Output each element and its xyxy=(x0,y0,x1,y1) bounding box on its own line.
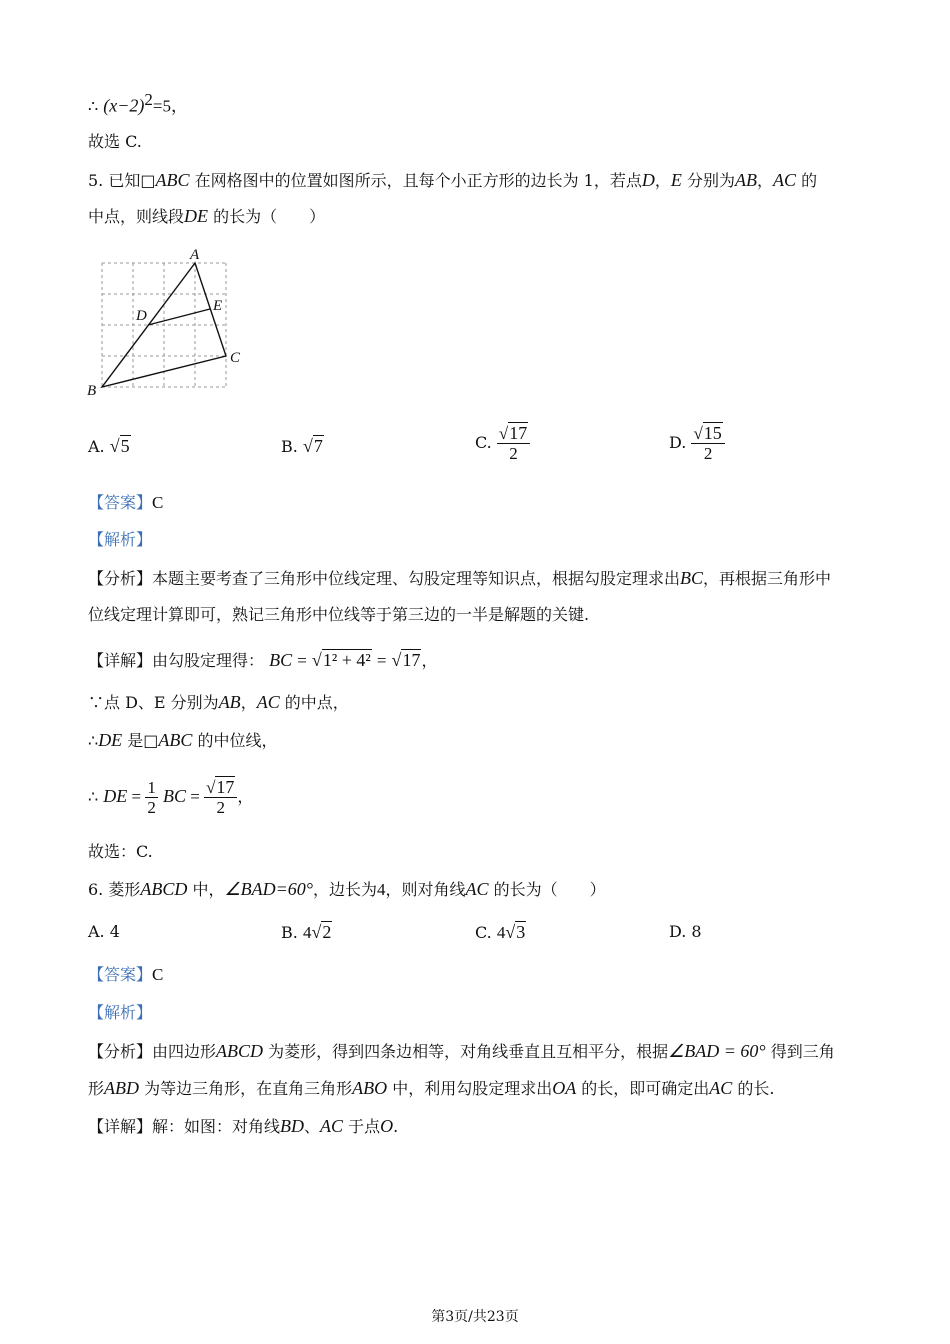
q5-analysis-line-2: 位线定理计算即可，熟记三角形中位线等于第三边的一半是解题的关键. xyxy=(88,605,590,624)
q5-text: 的长为（ ） xyxy=(208,207,326,226)
q6-text: ，边长为 xyxy=(312,880,377,899)
detail-text: 由勾股定理得： xyxy=(152,651,265,670)
answer-tag: 【答案】 xyxy=(88,965,153,984)
sqrt-expression: √17 xyxy=(391,650,421,670)
fraction: $\frac{√15}{2}$ xyxy=(691,424,724,463)
segment-ac: AC xyxy=(256,692,280,712)
analysis-text: 本题主要考查了三角形中位线定理、勾股定理等知识点，根据勾股定理求出 xyxy=(152,569,681,588)
detail-tag: 【详解】 xyxy=(88,1117,153,1136)
q5-text: 分别为 xyxy=(681,171,735,190)
analysis-tag: 【分析】 xyxy=(88,1042,153,1061)
point-o: O xyxy=(380,1116,394,1136)
detail-text: 于点 xyxy=(343,1117,381,1136)
detail-tag: 【详解】 xyxy=(88,651,153,670)
therefore-symbol: ∴ xyxy=(88,96,99,116)
segment-ab: AB xyxy=(218,692,241,712)
q5-answer xyxy=(88,493,163,513)
label-a: A xyxy=(190,247,200,263)
q5-text: 中点，则线段 xyxy=(88,207,185,226)
option-letter: A. xyxy=(88,437,105,456)
numerator: 1 xyxy=(147,778,156,797)
analysis-text: 得到三角 xyxy=(765,1042,835,1061)
option-letter: C. xyxy=(475,433,492,452)
q6-text: 中， xyxy=(187,880,225,899)
denominator: 2 xyxy=(703,444,713,463)
analysis-text: 为等边三角形，在直角三角形 xyxy=(139,1079,353,1098)
segment-de: DE xyxy=(184,206,209,226)
equals: = xyxy=(297,651,307,670)
diagonal-ac: AC xyxy=(320,1116,344,1136)
radicand: 17 xyxy=(402,650,421,670)
q6-option-c[interactable] xyxy=(475,922,526,943)
denominator: 2 xyxy=(216,798,225,817)
rhombus-abcd: ABCD xyxy=(216,1041,264,1061)
coefficient: 4 xyxy=(302,923,312,942)
detail-text: 解：如图：对角线 xyxy=(152,1117,281,1136)
coefficient: 4 xyxy=(496,923,506,942)
answer-value: C xyxy=(152,965,164,984)
grid-lines xyxy=(102,263,228,387)
segment-ac: AC xyxy=(772,170,796,190)
segment-de-line xyxy=(148,309,210,325)
q6-analysis-line-2 xyxy=(88,1078,775,1099)
radicand: 5 xyxy=(120,436,130,456)
detail-text: 是□ xyxy=(122,731,159,750)
q5-text: 5. 已知□ xyxy=(88,171,156,190)
label-b: B xyxy=(87,383,97,399)
grid-triangle-figure xyxy=(84,244,254,400)
sqrt-expression: √5 xyxy=(109,436,130,456)
equals: = xyxy=(127,787,146,806)
q6-detail-line-1 xyxy=(88,1116,398,1137)
q5-option-d[interactable] xyxy=(669,424,725,463)
q6-text: 6. 菱形 xyxy=(88,880,141,899)
analysis-text: 的长. xyxy=(732,1079,775,1098)
detail-text: ， xyxy=(240,693,257,712)
label-c: C xyxy=(230,350,241,366)
q5-option-c[interactable] xyxy=(475,424,530,463)
detail-text: . xyxy=(393,1117,399,1136)
q5-detail-line-4 xyxy=(88,773,253,819)
q5-analysis-line-1 xyxy=(88,568,831,589)
fraction-root17: $\frac{√17}{2}$ xyxy=(204,778,237,817)
q6-option-d[interactable]: D. 8 xyxy=(669,922,702,941)
q5-text: 在网格图中的位置如图所示，且每个小正方形的边长为 1，若点 xyxy=(189,171,642,190)
q5-detail-line-1 xyxy=(88,650,437,671)
q5-text: 的 xyxy=(795,171,818,190)
fraction: $\frac{√17}{2}$ xyxy=(497,424,530,463)
analysis-tag: 【分析】 xyxy=(88,569,153,588)
diagonal-ac: AC xyxy=(709,1078,733,1098)
sqrt-expression: √7 xyxy=(302,436,323,456)
angle-bad: ∠BAD = 60° xyxy=(668,1041,766,1061)
analysis-text: ，再根据三角形中 xyxy=(703,569,832,588)
label-d: D xyxy=(136,308,147,324)
analysis-text: 的长，即可确定出 xyxy=(576,1079,710,1098)
q5-option-b[interactable] xyxy=(281,436,324,457)
option-letter: D. xyxy=(669,433,687,452)
question-6-line xyxy=(88,879,606,900)
triangle-abd: ABD xyxy=(104,1078,140,1098)
answer-tag: 【答案】 xyxy=(88,493,153,512)
q5-option-a[interactable] xyxy=(88,436,131,457)
answer-value: C xyxy=(152,493,164,512)
fraction-half xyxy=(145,778,158,817)
detail-text: 的中位线， xyxy=(192,731,278,750)
point-e: E xyxy=(670,170,682,190)
sqrt-expression: √2 xyxy=(311,922,332,942)
label-e: E xyxy=(213,298,223,314)
detail-text: ， xyxy=(237,787,254,806)
q6-jiexi-tag: 【解析】 xyxy=(88,1003,153,1022)
option-letter: C. xyxy=(475,923,492,942)
rhombus-abcd: ABCD xyxy=(140,879,188,899)
radicand: 2 xyxy=(322,922,332,942)
q6-analysis-line-1 xyxy=(88,1041,835,1062)
expression-result: =5， xyxy=(152,96,188,116)
q5-text: ， xyxy=(654,171,671,190)
q5-jiexi-tag: 【解析】 xyxy=(88,530,153,549)
sqrt-expression: √3 xyxy=(505,922,526,942)
analysis-text: 由四边形 xyxy=(152,1042,217,1061)
angle-bad: ∠BAD=60° xyxy=(224,879,313,899)
triangle-abo: ABO xyxy=(352,1078,388,1098)
denominator: 2 xyxy=(147,798,156,817)
segment-bc: BC xyxy=(680,568,704,588)
q5-text: ， xyxy=(756,171,773,190)
segment-bc: BC xyxy=(269,650,293,670)
radicand: 1² + 4² xyxy=(322,650,371,670)
radicand: 7 xyxy=(313,436,323,456)
choose-line-5: 故选：C. xyxy=(88,842,153,861)
equals: = xyxy=(376,651,387,670)
q5-detail-line-2 xyxy=(88,692,349,713)
triangle-abc: ABC xyxy=(158,730,193,750)
q6-option-a[interactable]: A. 4 xyxy=(88,922,120,941)
diagonal-bd: BD xyxy=(280,1116,305,1136)
segment-bc: BC xyxy=(162,786,186,806)
detail-text: ∵点 D、E 分别为 xyxy=(88,693,219,712)
segment-oa: OA xyxy=(552,1078,577,1098)
analysis-text: 中，利用勾股定理求出 xyxy=(387,1079,553,1098)
page-footer: 第3页/共23页 xyxy=(431,1309,519,1325)
q5-detail-line-3 xyxy=(88,730,278,751)
detail-text: 、 xyxy=(304,1117,321,1136)
option-letter: B. xyxy=(281,437,298,456)
point-d: D xyxy=(641,170,655,190)
option-letter: B. xyxy=(281,923,298,942)
side-length: 4 xyxy=(376,880,386,899)
denominator: 2 xyxy=(509,444,518,463)
therefore-symbol: ∴ xyxy=(88,787,99,806)
segment-de: DE xyxy=(98,730,123,750)
diagonal-ac: AC xyxy=(465,879,489,899)
question-5-line-2 xyxy=(88,206,325,227)
therefore-symbol: ∴ xyxy=(88,731,99,750)
detail-text: ， xyxy=(421,651,438,670)
analysis-text: 为菱形，得到四条边相等，对角线垂直且互相平分，根据 xyxy=(263,1042,669,1061)
sqrt-expression: √1² + 4² xyxy=(311,650,371,670)
q6-text: ，则对角线 xyxy=(385,880,466,899)
radicand: 15 xyxy=(703,423,722,443)
detail-text: 的中点， xyxy=(279,693,349,712)
triangle-abc: ABC xyxy=(155,170,190,190)
expression: (x−2) xyxy=(103,95,145,116)
choose-line-1: 故选 C. xyxy=(88,132,142,151)
segment-ab: AB xyxy=(734,170,757,190)
q6-answer xyxy=(88,965,163,985)
radicand: 17 xyxy=(509,423,528,443)
question-5-line-1 xyxy=(88,170,817,191)
segment-de: DE xyxy=(103,786,128,806)
exponent: 2 xyxy=(144,90,153,109)
radicand: 3 xyxy=(516,922,526,942)
equals: = xyxy=(185,787,205,806)
q6-option-b[interactable] xyxy=(281,922,332,943)
equation-line-1 xyxy=(88,90,188,116)
radicand: 17 xyxy=(216,777,235,797)
q6-text: 的长为（ ） xyxy=(488,880,606,899)
analysis-text: 形 xyxy=(88,1079,105,1098)
